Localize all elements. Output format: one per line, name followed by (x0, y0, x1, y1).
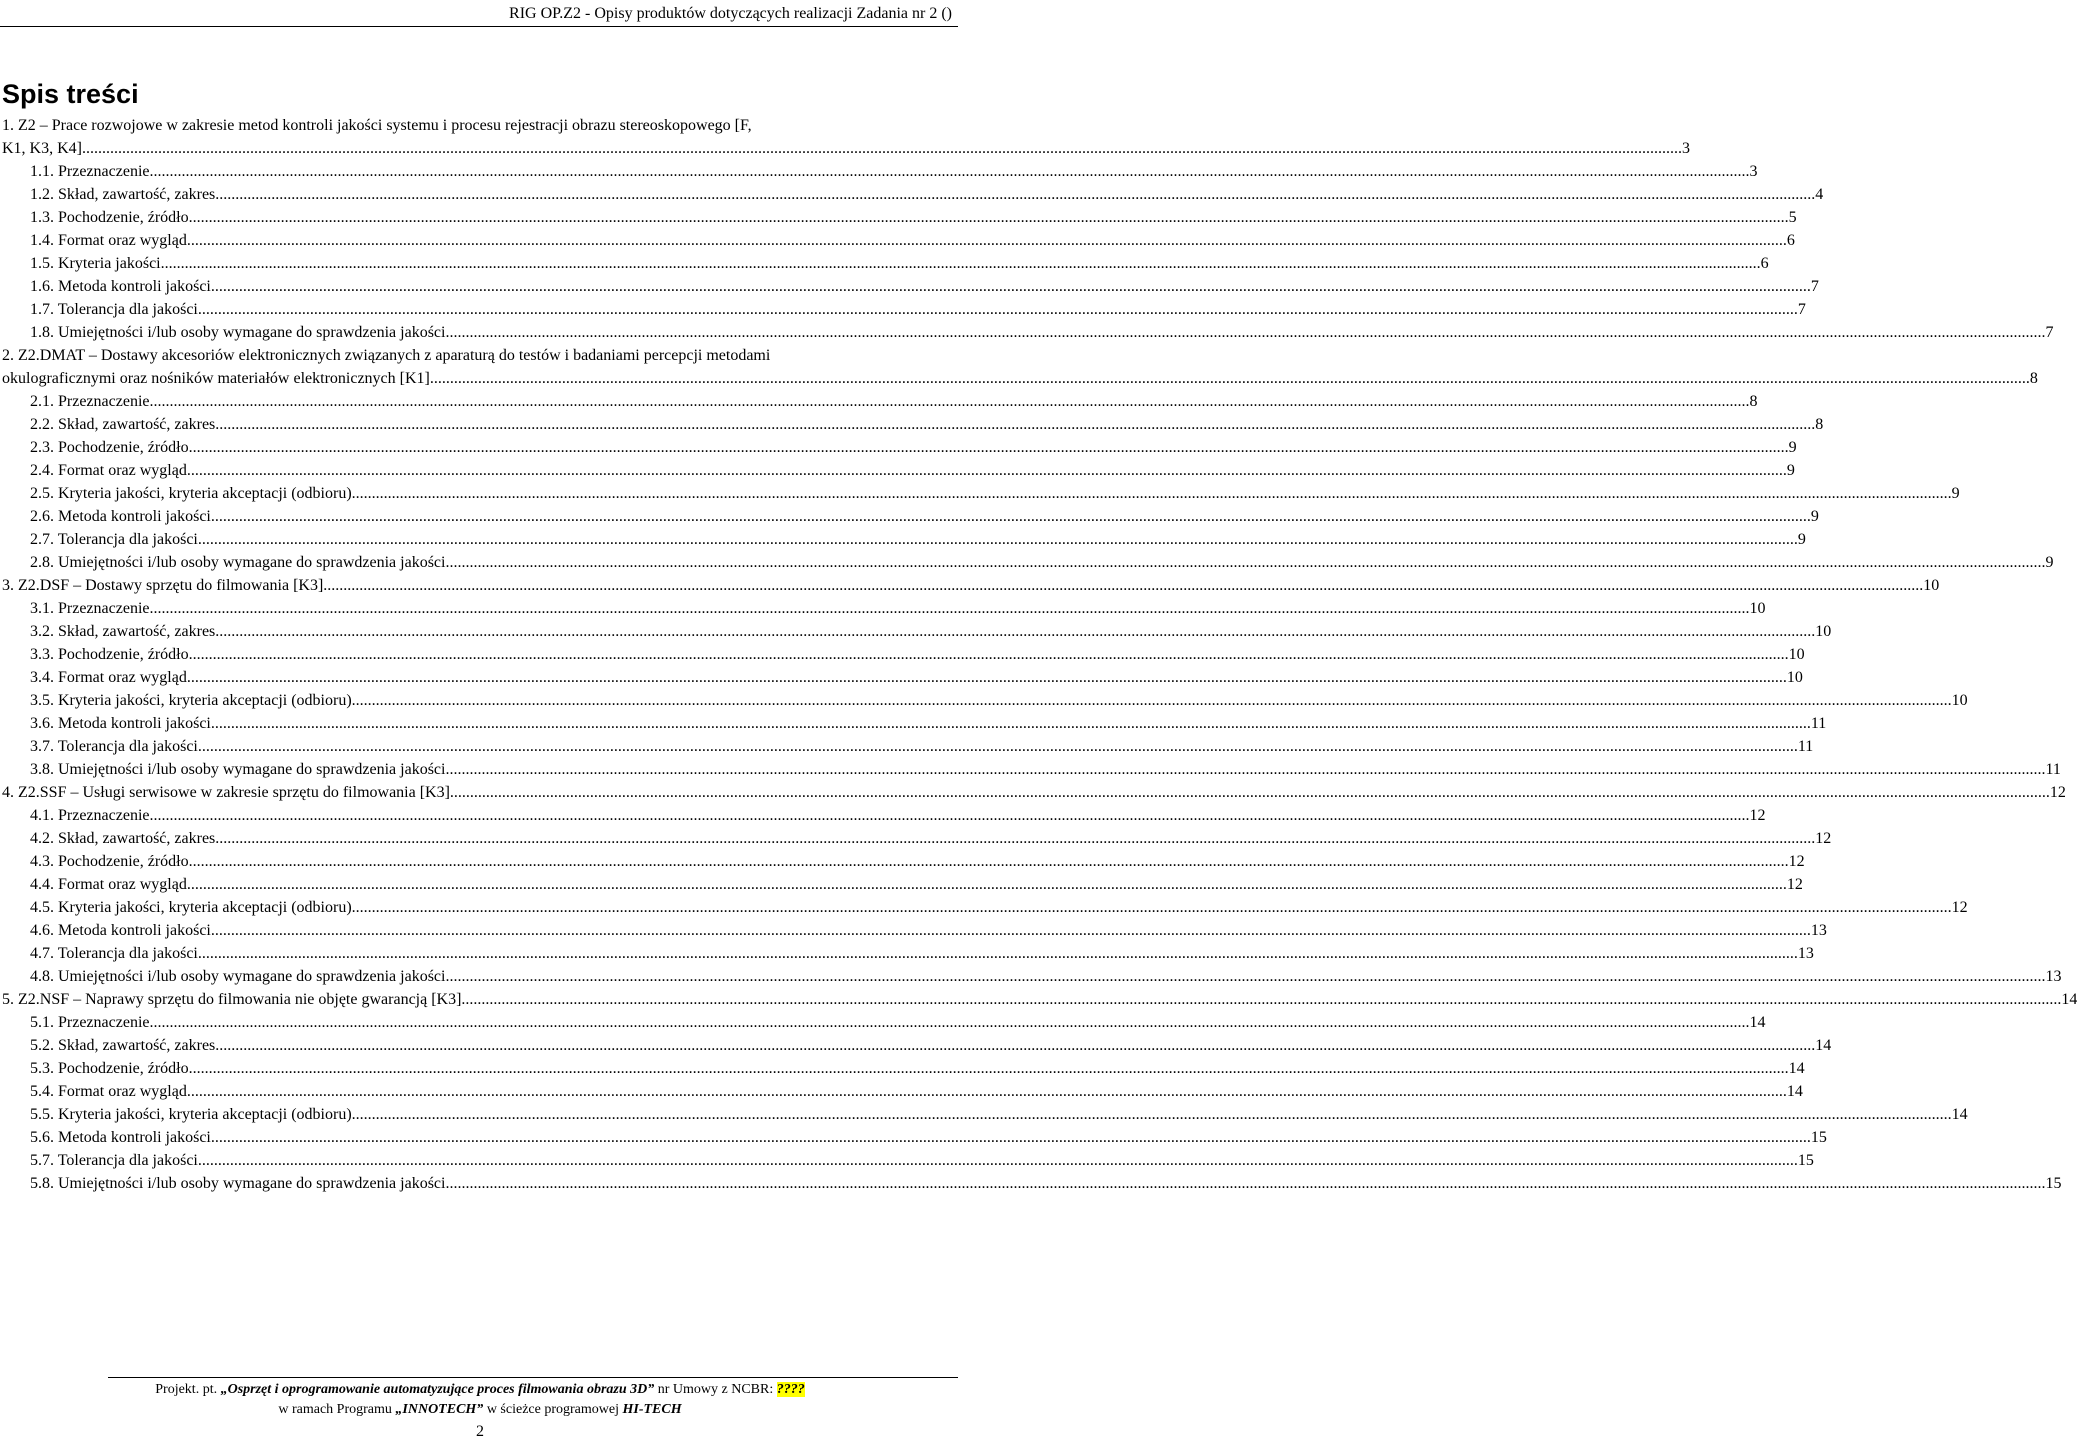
toc-entry[interactable] (0, 206, 1797, 229)
toc-leader-dots: ................................................................................................................................................................................................................................................................................................................................................................................................................ (445, 324, 2046, 341)
toc-entry[interactable] (0, 712, 1827, 735)
footer-program-prefix: w ramach Programu (278, 1402, 396, 1417)
toc-entry[interactable] (0, 505, 1819, 528)
toc-label: 3.3. Pochodzenie, źródło (30, 646, 189, 663)
toc-label: okulograficznymi oraz nośników materiałów elektronicznych [K1] (2, 370, 430, 387)
toc-page-number: 11 (1797, 738, 1814, 755)
toc-entry[interactable] (0, 183, 1824, 206)
toc-page-number: 10 (1815, 623, 1832, 640)
toc-leader-dots: ................................................................................................................................................................................................................................................................................................................................................................................................................ (197, 531, 1798, 548)
toc-label: 3.6. Metoda kontroli jakości (30, 715, 211, 732)
toc-label: 2.4. Format oraz wygląd (30, 462, 187, 479)
footer-project-title: „Osprzęt i oprogramowanie automatyzujące proces filmowania obrazu 3D” (220, 1382, 655, 1397)
toc-leader-dots: ................................................................................................................................................................................................................................................................................................................................................................................................................ (210, 715, 1811, 732)
toc-label: 3.8. Umiejętności i/lub osoby wymagane do sprawdzenia jakości (30, 761, 446, 778)
toc-page-number: 10 (1786, 669, 1803, 686)
toc-label: 3.5. Kryteria jakości, kryteria akceptacji (odbioru) (30, 692, 352, 709)
toc-label: 1.2. Skład, zawartość, zakres (30, 186, 216, 203)
toc-page-number: 10 (1951, 692, 1968, 709)
footer-path-label: w ścieżce programowej (483, 1402, 623, 1417)
toc-entry[interactable] (0, 781, 2066, 804)
toc-leader-dots: ................................................................................................................................................................................................................................................................................................................................................................................................................ (210, 508, 1811, 525)
toc-entry[interactable] (0, 597, 1766, 620)
toc-label: 4.7. Tolerancja dla jakości (30, 945, 198, 962)
toc-row (0, 298, 1806, 321)
toc-leader-dots: ................................................................................................................................................................................................................................................................................................................................................................................................................ (461, 991, 2062, 1008)
toc-page-number: 11 (2045, 761, 2061, 778)
toc-entry[interactable] (0, 229, 1795, 252)
toc-page-number: 8 (1749, 393, 1758, 410)
toc-row (0, 689, 1968, 712)
toc-page-number: 12 (1786, 876, 1803, 893)
toc-page-number: 6 (1786, 232, 1795, 249)
toc-entry[interactable] (0, 896, 1968, 919)
toc-label: 5.1. Przeznaczenie (30, 1014, 150, 1031)
toc-row (0, 827, 1832, 850)
toc-label: 5. Z2.NSF – Naprawy sprzętu do filmowania nie objęte gwarancją [K3] (2, 991, 462, 1008)
toc-entry[interactable] (0, 275, 1819, 298)
toc-row (0, 850, 1805, 873)
toc-leader-dots: ................................................................................................................................................................................................................................................................................................................................................................................................................ (149, 393, 1750, 410)
toc-row (0, 804, 1766, 827)
toc-label: 1.5. Kryteria jakości (30, 255, 161, 272)
toc-leader-dots: ................................................................................................................................................................................................................................................................................................................................................................................................................ (82, 140, 1682, 157)
toc-row (0, 390, 1758, 413)
toc-entry[interactable] (0, 1172, 2062, 1195)
toc-page-number: 6 (1760, 255, 1769, 272)
toc-page-number: 8 (2029, 370, 2038, 387)
toc-row (0, 942, 1814, 965)
toc-entry[interactable] (0, 850, 1805, 873)
toc-row (0, 252, 1769, 275)
toc-entry[interactable] (0, 321, 2054, 344)
toc-page-number: 15 (2045, 1175, 2062, 1192)
toc-leader-dots: ................................................................................................................................................................................................................................................................................................................................................................................................................ (149, 807, 1750, 824)
toc-entry[interactable] (0, 988, 2077, 1011)
toc-page-number: 9 (1786, 462, 1795, 479)
toc-leader-dots: ................................................................................................................................................................................................................................................................................................................................................................................................................ (197, 945, 1798, 962)
toc-page-number: 9 (1810, 508, 1819, 525)
toc-entry[interactable] (0, 758, 2061, 781)
toc-entry[interactable] (0, 574, 1940, 597)
toc-leader-dots: ................................................................................................................................................................................................................................................................................................................................................................................................................ (351, 692, 1952, 709)
toc-entry[interactable] (0, 1149, 1814, 1172)
toc-label: 5.8. Umiejętności i/lub osoby wymagane do sprawdzenia jakości (30, 1175, 446, 1192)
toc-label: 5.7. Tolerancja dla jakości (30, 1152, 198, 1169)
toc-label: 2.8. Umiejętności i/lub osoby wymagane do sprawdzenia jakości (30, 554, 446, 571)
toc-label: 2.2. Skład, zawartość, zakres (30, 416, 216, 433)
toc-page-number: 8 (1815, 416, 1824, 433)
toc-leader-dots: ................................................................................................................................................................................................................................................................................................................................................................................................................ (186, 1083, 1787, 1100)
toc-page-number: 15 (1810, 1129, 1827, 1146)
toc-row (0, 206, 1797, 229)
toc-entry[interactable] (0, 804, 1766, 827)
toc-row (0, 758, 2061, 781)
toc-label: 2.6. Metoda kontroli jakości (30, 508, 211, 525)
toc-entry[interactable] (0, 298, 1806, 321)
footer-contract-label: nr Umowy z NCBR: (654, 1382, 777, 1397)
toc-row (0, 528, 1806, 551)
toc-leader-dots: ................................................................................................................................................................................................................................................................................................................................................................................................................ (445, 968, 2046, 985)
toc-row (0, 574, 1940, 597)
toc-page-number: 14 (1786, 1083, 1803, 1100)
page-footer (0, 1380, 960, 1420)
toc-page-number: 7 (1797, 301, 1806, 318)
toc-page-number: 10 (1788, 646, 1805, 663)
toc-label: 2.7. Tolerancja dla jakości (30, 531, 198, 548)
toc-page-number: 9 (1788, 439, 1797, 456)
toc-row (0, 275, 1819, 298)
running-header: RIG OP.Z2 - Opisy produktów dotyczących realizacji Zadania nr 2 () (509, 5, 952, 22)
footer-divider (108, 1377, 958, 1378)
toc-row (0, 413, 1824, 436)
toc-label: 5.2. Skład, zawartość, zakres (30, 1037, 216, 1054)
toc-page-number: 10 (1923, 577, 1940, 594)
page-number: 2 (476, 1423, 484, 1440)
toc-page-number: 12 (1951, 899, 1968, 916)
toc-leader-dots: ................................................................................................................................................................................................................................................................................................................................................................................................................ (449, 784, 2050, 801)
toc-label: 1. Z2 – Prace rozwojowe w zakresie metod kontroli jakości systemu i procesu rejestracji obrazu stereoskopowego [F, (2, 117, 752, 134)
toc-row (0, 436, 1797, 459)
toc-page-number: 15 (1797, 1152, 1814, 1169)
page-title: Spis treści (2, 79, 139, 109)
toc-leader-dots: ................................................................................................................................................................................................................................................................................................................................................................................................................ (186, 876, 1787, 893)
toc-leader-dots: ................................................................................................................................................................................................................................................................................................................................................................................................................ (188, 646, 1789, 663)
toc-leader-dots: ................................................................................................................................................................................................................................................................................................................................................................................................................ (215, 830, 1816, 847)
toc-row (0, 873, 1803, 896)
toc-row (0, 1011, 1766, 1034)
toc-label: 3.7. Tolerancja dla jakości (30, 738, 198, 755)
toc-entry[interactable] (0, 873, 1803, 896)
toc-label: 1.7. Tolerancja dla jakości (30, 301, 198, 318)
toc-entry[interactable] (0, 666, 1803, 689)
toc-row (0, 643, 1805, 666)
toc-row (0, 160, 1758, 183)
toc-page-number: 3 (1682, 140, 1690, 157)
toc-entry[interactable] (0, 620, 1832, 643)
toc-row (0, 482, 1960, 505)
toc-page-number: 12 (1788, 853, 1805, 870)
toc-label: 4.5. Kryteria jakości, kryteria akceptacji (odbioru) (30, 899, 352, 916)
toc-leader-dots: ................................................................................................................................................................................................................................................................................................................................................................................................................ (186, 232, 1787, 249)
toc-row (0, 666, 1803, 689)
toc-entry[interactable] (0, 965, 2062, 988)
toc-label: 4.3. Pochodzenie, źródło (30, 853, 189, 870)
toc-label: 3.2. Skład, zawartość, zakres (30, 623, 216, 640)
toc-entry[interactable] (0, 482, 1960, 505)
toc-leader-dots: ................................................................................................................................................................................................................................................................................................................................................................................................................ (197, 738, 1798, 755)
footer-contract-number: ???? (776, 1382, 805, 1397)
toc-leader-dots: ................................................................................................................................................................................................................................................................................................................................................................................................................ (351, 899, 1952, 916)
toc-row (0, 620, 1832, 643)
toc-page-number: 5 (1788, 209, 1797, 226)
toc-page-number: 14 (1788, 1060, 1805, 1077)
toc-entry[interactable] (0, 827, 1832, 850)
footer-program-name: „INNOTECH” (395, 1402, 484, 1417)
toc-entry[interactable] (0, 1011, 1766, 1034)
toc-label: 1.1. Przeznaczenie (30, 163, 150, 180)
toc-row (0, 137, 1690, 160)
toc-leader-dots: ................................................................................................................................................................................................................................................................................................................................................................................................................ (188, 853, 1789, 870)
toc-label: 5.6. Metoda kontroli jakości (30, 1129, 211, 1146)
toc-page-number: 7 (1810, 278, 1819, 295)
toc-page-number: 14 (1951, 1106, 1968, 1123)
toc-label: K1, K3, K4] (2, 140, 82, 157)
toc-row (0, 1172, 2062, 1195)
toc-row (0, 919, 1827, 942)
toc-entry[interactable] (0, 942, 1814, 965)
toc-page-number: 9 (1797, 531, 1806, 548)
toc-leader-dots: ................................................................................................................................................................................................................................................................................................................................................................................................................ (149, 1014, 1750, 1031)
toc-leader-dots: ................................................................................................................................................................................................................................................................................................................................................................................................................ (215, 186, 1816, 203)
toc-leader-dots: ................................................................................................................................................................................................................................................................................................................................................................................................................ (186, 462, 1787, 479)
toc-page-number: 13 (2045, 968, 2062, 985)
toc-entry[interactable] (0, 114, 1690, 160)
toc-row (0, 505, 1819, 528)
toc-label: 4.2. Skład, zawartość, zakres (30, 830, 216, 847)
toc-page-number: 14 (1815, 1037, 1832, 1054)
toc-entry[interactable] (0, 1126, 1827, 1149)
toc-leader-dots: ................................................................................................................................................................................................................................................................................................................................................................................................................ (160, 255, 1761, 272)
toc-page-number: 14 (2061, 991, 2077, 1008)
toc-leader-dots: ................................................................................................................................................................................................................................................................................................................................................................................................................ (215, 416, 1816, 433)
toc-leader-dots: ................................................................................................................................................................................................................................................................................................................................................................................................................ (197, 301, 1798, 318)
toc-page-number: 12 (1749, 807, 1766, 824)
toc-leader-dots: ................................................................................................................................................................................................................................................................................................................................................................................................................ (188, 209, 1789, 226)
toc-leader-dots: ................................................................................................................................................................................................................................................................................................................................................................................................................ (210, 1129, 1811, 1146)
toc-page-number: 9 (2045, 554, 2054, 571)
footer-line-1 (0, 1380, 960, 1400)
toc-label: 1.3. Pochodzenie, źródło (30, 209, 189, 226)
toc-label: 1.4. Format oraz wygląd (30, 232, 187, 249)
toc-leader-dots: ................................................................................................................................................................................................................................................................................................................................................................................................................ (188, 439, 1789, 456)
toc-label: 2. Z2.DMAT – Dostawy akcesoriów elektronicznych związanych z aparaturą do testów i badaniami percepcji metodami (2, 347, 771, 364)
toc-row (0, 965, 2062, 988)
toc-page-number: 14 (1749, 1014, 1766, 1031)
toc-entry[interactable] (0, 1103, 1968, 1126)
toc-page-number: 12 (1815, 830, 1832, 847)
toc-label: 5.3. Pochodzenie, źródło (30, 1060, 189, 1077)
toc-row (0, 1126, 1827, 1149)
toc-row (0, 551, 2054, 574)
toc-leader-dots: ................................................................................................................................................................................................................................................................................................................................................................................................................ (445, 554, 2046, 571)
toc-label: 4.4. Format oraz wygląd (30, 876, 187, 893)
toc-label: 4.1. Przeznaczenie (30, 807, 150, 824)
toc-entry[interactable] (0, 551, 2054, 574)
toc-entry[interactable] (0, 459, 1795, 482)
toc-entry[interactable] (0, 689, 1968, 712)
toc-entry[interactable] (0, 390, 1758, 413)
toc-entry[interactable] (0, 919, 1827, 942)
toc-page-number: 12 (2049, 784, 2066, 801)
toc-entry[interactable] (0, 436, 1797, 459)
toc-entry[interactable] (0, 413, 1824, 436)
toc-label: 4. Z2.SSF – Usługi serwisowe w zakresie sprzętu do filmowania [K3] (2, 784, 450, 801)
toc-entry[interactable] (0, 344, 2038, 390)
toc-leader-dots: ................................................................................................................................................................................................................................................................................................................................................................................................................ (210, 922, 1811, 939)
toc-leader-dots: ................................................................................................................................................................................................................................................................................................................................................................................................................ (186, 669, 1787, 686)
toc-row (0, 1149, 1814, 1172)
toc-leader-dots: ................................................................................................................................................................................................................................................................................................................................................................................................................ (149, 163, 1750, 180)
toc-row (0, 597, 1766, 620)
toc-row (0, 321, 2054, 344)
footer-line-2 (0, 1400, 960, 1420)
toc-label: 3.1. Przeznaczenie (30, 600, 150, 617)
toc-leader-dots: ................................................................................................................................................................................................................................................................................................................................................................................................................ (215, 1037, 1816, 1054)
toc-entry[interactable] (0, 735, 1814, 758)
toc-page-number: 10 (1749, 600, 1766, 617)
toc-label: 5.4. Format oraz wygląd (30, 1083, 187, 1100)
toc-label: 1.6. Metoda kontroli jakości (30, 278, 211, 295)
toc-leader-dots: ................................................................................................................................................................................................................................................................................................................................................................................................................ (149, 600, 1750, 617)
toc-row (0, 367, 2038, 390)
toc-row (0, 988, 2077, 1011)
toc-label: 1.8. Umiejętności i/lub osoby wymagane do sprawdzenia jakości (30, 324, 446, 341)
toc-row (0, 459, 1795, 482)
toc-page-number: 4 (1815, 186, 1824, 203)
toc-label: 2.1. Przeznaczenie (30, 393, 150, 410)
toc-leader-dots: ................................................................................................................................................................................................................................................................................................................................................................................................................ (351, 485, 1952, 502)
toc-label: 4.8. Umiejętności i/lub osoby wymagane do sprawdzenia jakości (30, 968, 446, 985)
toc-leader-dots: ................................................................................................................................................................................................................................................................................................................................................................................................................ (323, 577, 1924, 594)
toc-label: 2.3. Pochodzenie, źródło (30, 439, 189, 456)
toc-entry[interactable] (0, 1080, 1803, 1103)
toc-leader-dots: ................................................................................................................................................................................................................................................................................................................................................................................................................ (188, 1060, 1789, 1077)
toc-entry[interactable] (0, 643, 1805, 666)
toc-label: 2.5. Kryteria jakości, kryteria akceptacji (odbioru) (30, 485, 352, 502)
toc-page-number: 11 (1810, 715, 1827, 732)
toc-leader-dots: ................................................................................................................................................................................................................................................................................................................................................................................................................ (445, 761, 2046, 778)
toc-row (0, 712, 1827, 735)
toc-row (0, 1057, 1805, 1080)
toc-entry[interactable] (0, 252, 1769, 275)
table-of-contents (0, 114, 2077, 1195)
toc-row (0, 1103, 1968, 1126)
toc-entry[interactable] (0, 1057, 1805, 1080)
toc-label: 5.5. Kryteria jakości, kryteria akceptacji (odbioru) (30, 1106, 352, 1123)
toc-page-number: 13 (1810, 922, 1827, 939)
toc-page-number: 3 (1749, 163, 1758, 180)
toc-label: 3.4. Format oraz wygląd (30, 669, 187, 686)
toc-leader-dots: ................................................................................................................................................................................................................................................................................................................................................................................................................ (429, 370, 2030, 387)
toc-row (0, 1080, 1803, 1103)
toc-row (0, 183, 1824, 206)
footer-project-prefix: Projekt. pt. (155, 1382, 221, 1397)
toc-row (0, 781, 2066, 804)
toc-row (0, 229, 1795, 252)
toc-entry[interactable] (0, 528, 1806, 551)
toc-leader-dots: ................................................................................................................................................................................................................................................................................................................................................................................................................ (351, 1106, 1952, 1123)
toc-leader-dots: ................................................................................................................................................................................................................................................................................................................................................................................................................ (445, 1175, 2046, 1192)
toc-label: 4.6. Metoda kontroli jakości (30, 922, 211, 939)
toc-page-number: 7 (2045, 324, 2054, 341)
footer-path-name: HI-TECH (622, 1402, 682, 1417)
toc-leader-dots: ................................................................................................................................................................................................................................................................................................................................................................................................................ (215, 623, 1816, 640)
toc-leader-dots: ................................................................................................................................................................................................................................................................................................................................................................................................................ (210, 278, 1811, 295)
toc-row (0, 735, 1814, 758)
toc-page-number: 13 (1797, 945, 1814, 962)
toc-row (0, 1034, 1832, 1057)
toc-row (0, 896, 1968, 919)
toc-leader-dots: ................................................................................................................................................................................................................................................................................................................................................................................................................ (197, 1152, 1798, 1169)
header-divider (0, 26, 958, 27)
toc-page-number: 9 (1951, 485, 1960, 502)
toc-entry[interactable] (0, 160, 1758, 183)
toc-label: 3. Z2.DSF – Dostawy sprzętu do filmowania [K3] (2, 577, 324, 594)
toc-entry[interactable] (0, 1034, 1832, 1057)
